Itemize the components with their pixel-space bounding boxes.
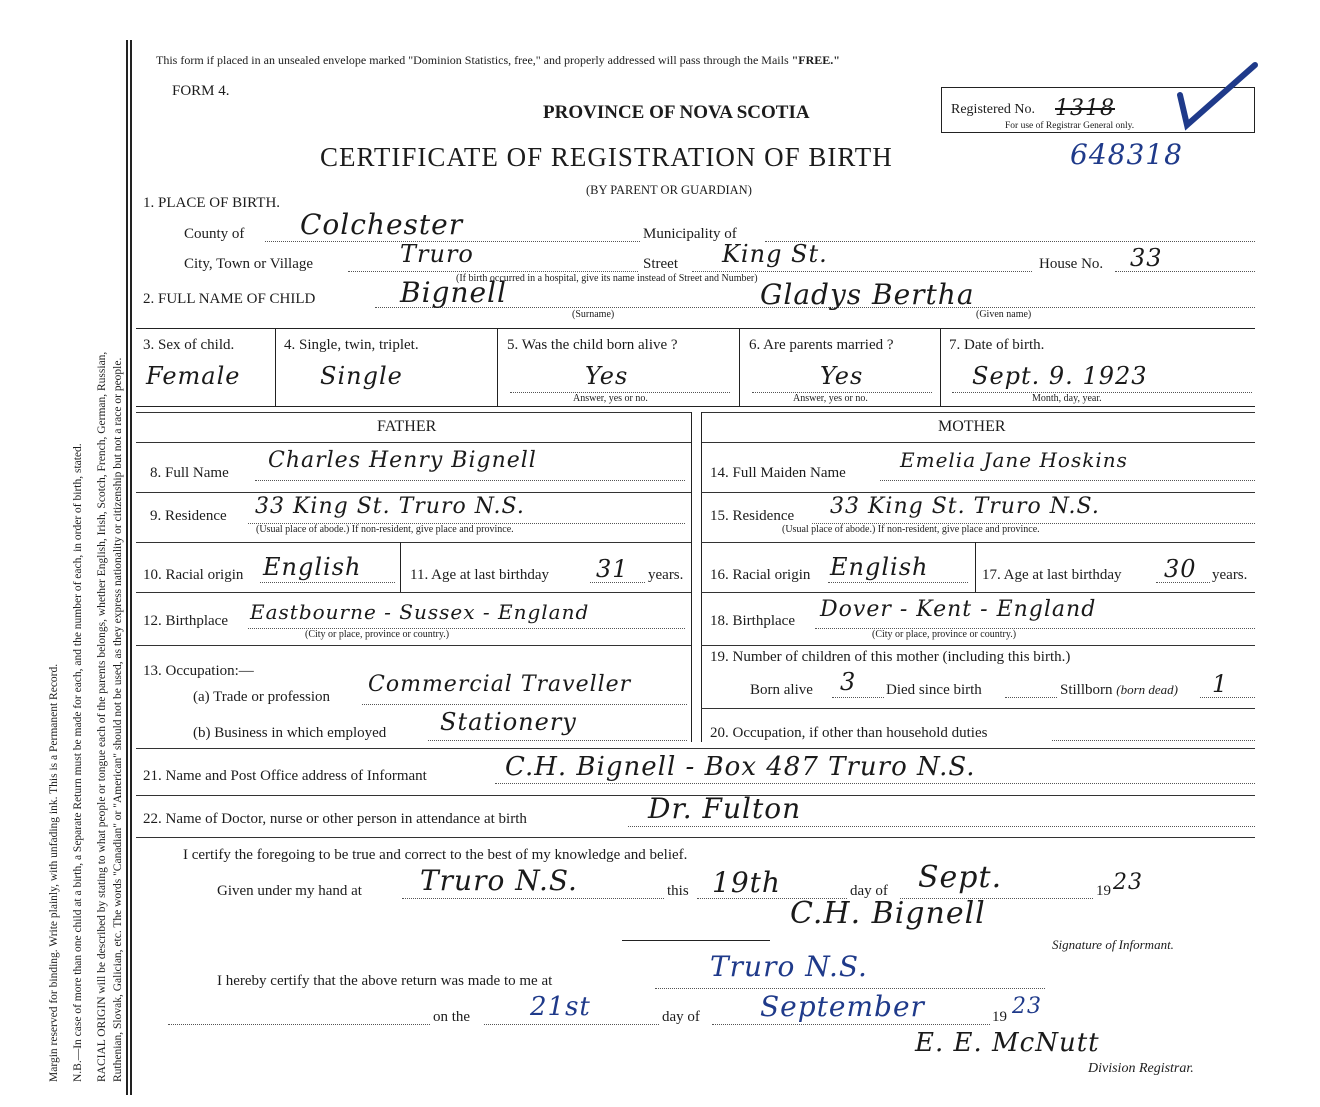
- stillborn-count: 1: [1212, 670, 1229, 698]
- mother-age-label: 17. Age at last birthday: [982, 567, 1122, 583]
- father-name-value: Charles Henry Bignell: [268, 448, 537, 473]
- mother-birthplace-value: Dover - Kent - England: [820, 597, 1097, 622]
- registered-note: For use of Registrar General only.: [1005, 121, 1135, 131]
- died-label: Died since birth: [886, 682, 982, 698]
- dob-label: 7. Date of birth.: [949, 337, 1045, 353]
- stillborn-label: Stillborn (born dead): [1060, 682, 1179, 698]
- married-label: 6. Are parents married ?: [749, 337, 894, 353]
- father-birthplace-label: 12. Birthplace: [143, 613, 228, 629]
- mother-race-label: 16. Racial origin: [710, 567, 811, 583]
- margin-note: Margin reserved for binding. Write plainly, with unfading ink. This is a Permanent Record.: [48, 663, 60, 1082]
- father-race-value: English: [263, 553, 362, 581]
- given-month-value: Sept.: [918, 860, 1003, 895]
- certificate-number: 648318: [1070, 138, 1183, 171]
- mother-residence-note: (Usual place of abode.) If non-resident, give place and province.: [782, 524, 1040, 535]
- given-place-value: Truro N.S.: [420, 864, 578, 897]
- street-value: King St.: [722, 240, 828, 268]
- informant-value: C.H. Bignell - Box 487 Truro N.S.: [505, 752, 976, 782]
- given-label: Given under my hand at: [217, 883, 362, 899]
- doctor-value: Dr. Fulton: [648, 792, 802, 825]
- plurality-label: 4. Single, twin, triplet.: [284, 337, 419, 353]
- hospital-note: (If birth occurred in a hospital, give its name instead of Street and Number): [456, 273, 758, 284]
- dob-value: Sept. 9. 1923: [972, 362, 1148, 390]
- mother-residence-label: 15. Residence: [710, 508, 795, 524]
- father-residence-label: 9. Residence: [150, 508, 227, 524]
- married-note: Answer, yes or no.: [793, 393, 868, 404]
- born-alive-note: Answer, yes or no.: [573, 393, 648, 404]
- reg-year-prefix: 19: [992, 1009, 1007, 1025]
- father-heading: FATHER: [377, 418, 437, 435]
- registrar-place-value: Truro N.S.: [710, 950, 868, 983]
- certificate-title: CERTIFICATE OF REGISTRATION OF BIRTH: [320, 142, 893, 172]
- mother-residence-value: 33 King St. Truro N.S.: [830, 494, 1100, 519]
- occupation-label: 13. Occupation:—: [143, 663, 254, 679]
- reg-day-of-label: day of: [662, 1009, 700, 1025]
- racial-note-2: Ruthenian, Slovak, Galician, etc. The words "Canadian" or "American" should not be used, as they express nationality or citizenship but not a race or people.: [112, 357, 124, 1082]
- certify-statement: I certify the foregoing to be true and correct to the best of my knowledge and belief.: [183, 847, 688, 863]
- city-value: Truro: [400, 240, 474, 268]
- business-value: Stationery: [440, 708, 577, 736]
- given-year-prefix: 19: [1096, 883, 1111, 899]
- children-label: 19. Number of children of this mother (including this birth.): [710, 649, 1071, 665]
- father-birthplace-value: Eastbourne - Sussex - England: [250, 600, 590, 624]
- this-label: this: [667, 883, 689, 899]
- mother-birthplace-note: (City or place, province or country.): [872, 629, 1017, 640]
- born-alive-label: 5. Was the child born alive ?: [507, 337, 678, 353]
- place-of-birth-heading: 1. PLACE OF BIRTH.: [143, 195, 281, 211]
- mother-heading: MOTHER: [938, 418, 1006, 435]
- county-label: County of: [184, 226, 245, 242]
- born-alive-value: Yes: [585, 362, 629, 390]
- registrar-statement: I hereby certify that the above return was made to me at: [217, 973, 553, 989]
- registered-label: Registered No.: [951, 102, 1035, 117]
- certificate-subtitle: (BY PARENT OR GUARDIAN): [586, 183, 752, 197]
- born-alive-count: 3: [840, 668, 857, 696]
- mother-birthplace-label: 18. Birthplace: [710, 613, 795, 629]
- mother-age-value: 30: [1164, 555, 1197, 583]
- form-number: FORM 4.: [172, 83, 230, 99]
- reg-year-suffix: 23: [1012, 994, 1042, 1019]
- doctor-label: 22. Name of Doctor, nurse or other person in attendance at birth: [143, 811, 527, 827]
- father-residence-note: (Usual place of abode.) If non-resident, give place and province.: [256, 524, 514, 535]
- checkmark-icon: [1175, 60, 1260, 135]
- racial-note-1: RACIAL ORIGIN will be described by stating to what people or tongue each of the parents belongs, whether English, Irish, Scotch, French, German, Russian,: [96, 351, 108, 1082]
- signature-informant-label: Signature of Informant.: [1052, 937, 1174, 952]
- sex-label: 3. Sex of child.: [143, 337, 235, 353]
- given-day-value: 19th: [712, 866, 781, 899]
- binding-line-1: [126, 40, 128, 1095]
- child-given-name: Gladys Bertha: [760, 278, 975, 311]
- city-label: City, Town or Village: [184, 256, 314, 272]
- house-label: House No.: [1039, 256, 1104, 272]
- division-registrar-label: Division Registrar.: [1088, 1061, 1194, 1076]
- mother-name-value: Emelia Jane Hoskins: [900, 448, 1128, 472]
- born-alive-count-label: Born alive: [750, 682, 813, 698]
- trade-label: (a) Trade or profession: [193, 689, 331, 705]
- mother-age-unit: years.: [1212, 567, 1248, 583]
- nb-note: N.B.—In case of more than one child at a birth, a Separate Return must be made for each, and the number of each, in order of birth, stated.: [72, 443, 84, 1082]
- father-race-label: 10. Racial origin: [143, 567, 244, 583]
- mother-name-label: 14. Full Maiden Name: [710, 465, 846, 481]
- father-birthplace-note: (City or place, province or country.): [305, 629, 450, 640]
- sex-value: Female: [146, 362, 241, 390]
- registered-day-value: 21st: [530, 992, 591, 1022]
- county-value: Colchester: [300, 208, 464, 241]
- mother-occupation-label: 20. Occupation, if other than household duties: [710, 725, 988, 741]
- street-label: Street: [643, 256, 678, 272]
- plurality-value: Single: [320, 362, 403, 390]
- given-name-note: (Given name): [976, 309, 1032, 320]
- dob-note: Month, day, year.: [1032, 393, 1102, 404]
- father-age-value: 31: [596, 555, 629, 583]
- father-name-label: 8. Full Name: [150, 465, 229, 481]
- binding-line-2: [130, 40, 132, 1095]
- on-the-label: on the: [433, 1009, 471, 1025]
- married-value: Yes: [820, 362, 864, 390]
- mail-notice: This form if placed in an unsealed envelope marked "Dominion Statistics, free," and properly addressed will pass through the Mails "FREE.": [156, 53, 840, 67]
- mother-race-value: English: [830, 553, 929, 581]
- father-residence-value: 33 King St. Truro N.S.: [255, 494, 525, 519]
- informant-label: 21. Name and Post Office address of Informant: [143, 768, 427, 784]
- informant-signature: C.H. Bignell: [790, 896, 986, 931]
- registered-month-value: September: [760, 990, 925, 1023]
- day-of-label: day of: [850, 883, 888, 899]
- trade-value: Commercial Traveller: [368, 672, 632, 697]
- surname-note: (Surname): [572, 309, 615, 320]
- father-age-label: 11. Age at last birthday: [410, 567, 549, 583]
- business-label: (b) Business in which employed: [193, 725, 387, 741]
- registered-value: 1318: [1055, 96, 1115, 121]
- child-surname: Bignell: [400, 276, 507, 309]
- given-year-suffix: 23: [1113, 870, 1143, 895]
- registrar-signature: E. E. McNutt: [915, 1028, 1100, 1058]
- father-age-unit: years.: [648, 567, 684, 583]
- house-value: 33: [1130, 244, 1163, 272]
- municipality-label: Municipality of: [643, 226, 737, 242]
- child-name-label: 2. FULL NAME OF CHILD: [143, 291, 316, 307]
- province-title: PROVINCE OF NOVA SCOTIA: [543, 102, 810, 123]
